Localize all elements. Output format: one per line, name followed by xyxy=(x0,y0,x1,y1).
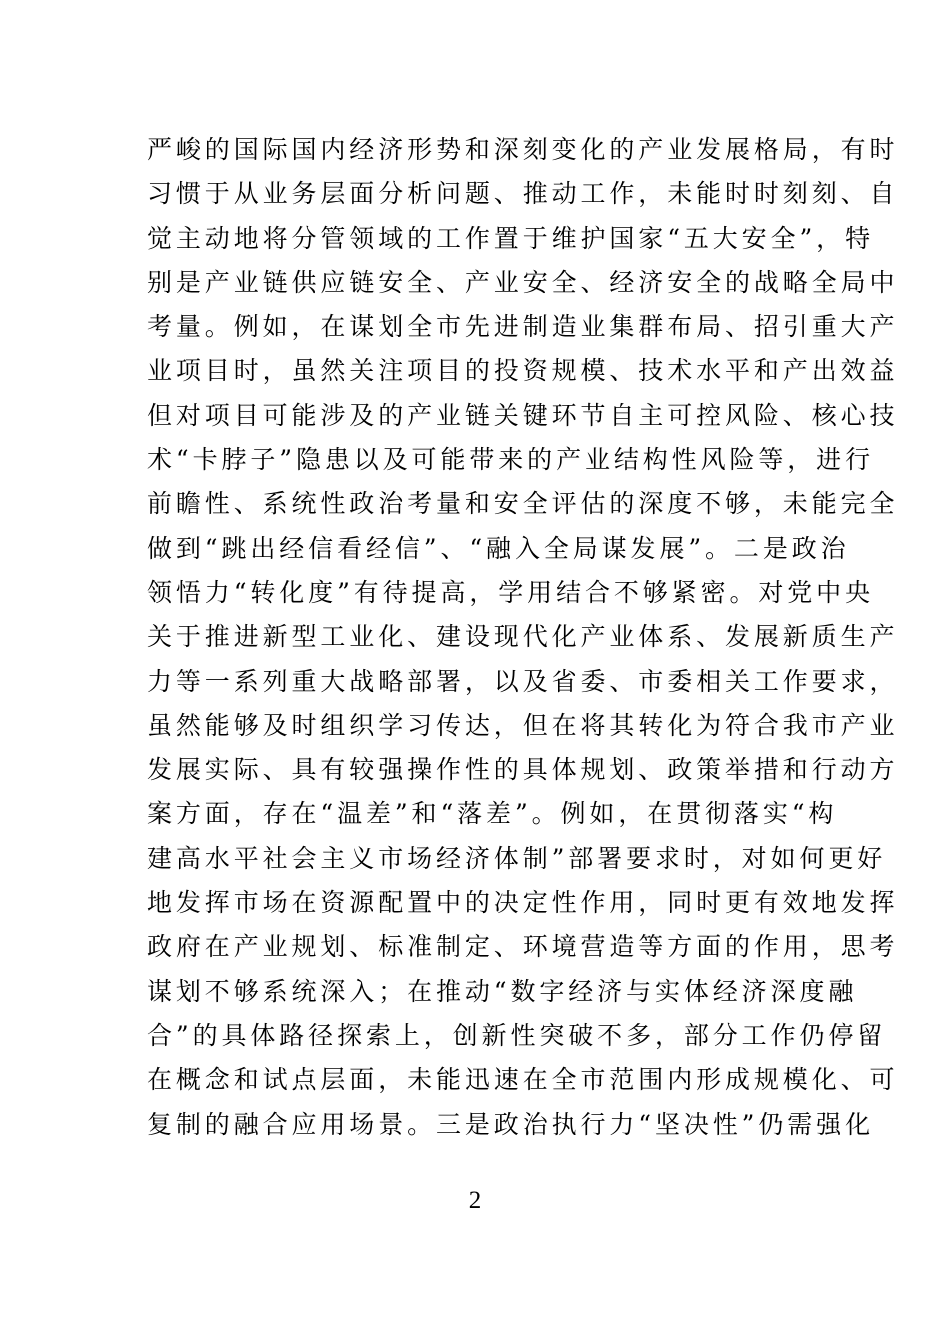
text-line-5: 考量。例如，在谋划全市先进制造业集群布局、招引重大产 xyxy=(147,312,899,342)
text-line-12: 关于推进新型工业化、建设现代化产业体系、发展新质生产 xyxy=(147,622,899,652)
text-line-3: 觉主动地将分管领域的工作置于维护国家“五大安全”，特 xyxy=(147,223,874,253)
text-line-22: 在概念和试点层面，未能迅速在全市范围内形成规模化、可 xyxy=(147,1065,899,1095)
text-line-13: 力等一系列重大战略部署，以及省委、市委相关工作要求， xyxy=(147,666,899,696)
text-line-6: 业项目时，虽然关注项目的投资规模、技术水平和产出效益 xyxy=(147,356,899,386)
page-number: 2 xyxy=(468,1187,482,1214)
text-line-23: 复制的融合应用场景。三是政治执行力“坚决性”仍需强化 xyxy=(147,1109,874,1139)
text-line-20: 谋划不够系统深入；在推动“数字经济与实体经济深度融 xyxy=(147,976,858,1006)
text-line-8: 术“卡脖子”隐患以及可能带来的产业结构性风险等，进行 xyxy=(147,445,874,475)
text-line-10: 做到“跳出经信看经信”、“融入全局谋发展”。二是政治 xyxy=(147,533,850,563)
text-line-16: 案方面，存在“温差”和“落差”。例如，在贯彻落实“构 xyxy=(147,799,838,829)
text-line-4: 别是产业链供应链安全、产业安全、经济安全的战略全局中 xyxy=(147,267,899,297)
text-line-2: 习惯于从业务层面分析问题、推动工作，未能时时刻刻、自 xyxy=(147,179,899,209)
text-line-18: 地发挥市场在资源配置中的决定性作用，同时更有效地发挥 xyxy=(147,888,899,918)
text-line-9: 前瞻性、系统性政治考量和安全评估的深度不够，未能完全 xyxy=(147,489,899,519)
text-line-1: 严峻的国际国内经济形势和深刻变化的产业发展格局，有时 xyxy=(147,135,899,164)
body-text xyxy=(147,128,899,1147)
text-line-21: 合”的具体路径探索上，创新性突破不多，部分工作仍停留 xyxy=(147,1020,887,1050)
text-line-17: 建高水平社会主义市场经济体制”部署要求时，对如何更好 xyxy=(147,843,887,873)
text-line-11: 领悟力“转化度”有待提高，学用结合不够紧密。对党中央 xyxy=(147,577,874,607)
text-line-19: 政府在产业规划、标准制定、环境营造等方面的作用，思考 xyxy=(147,932,899,962)
text-line-7: 但对项目可能涉及的产业链关键环节自主可控风险、核心技 xyxy=(147,400,899,430)
text-line-15: 发展实际、具有较强操作性的具体规划、政策举措和行动方 xyxy=(147,755,899,785)
text-line-14: 虽然能够及时组织学习传达，但在将其转化为符合我市产业 xyxy=(147,710,899,740)
